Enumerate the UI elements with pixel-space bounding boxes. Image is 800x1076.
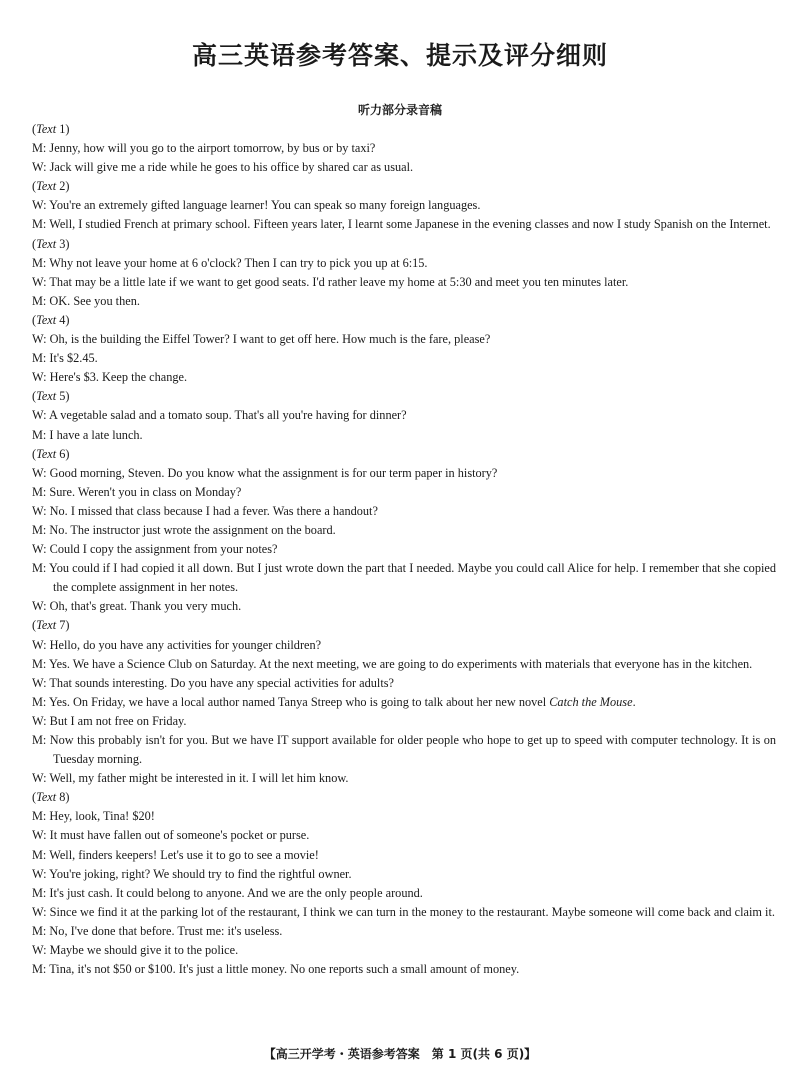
dialogue-line: W: Jack will give me a ride while he goes to his office by shared car as usual. [32, 160, 414, 175]
dialogue-line: W: A vegetable salad and a tomato soup. That's all you're having for dinner? [32, 408, 407, 423]
dialogue-text: . [632, 694, 636, 709]
dialogue-line: W: No. I missed that class because I had a fever. Was there a handout? [32, 503, 378, 518]
dialogue-line: M: Hey, look, Tina! $20! [32, 809, 155, 824]
text-label-number: 7 [59, 618, 66, 633]
page-title: 高三英语参考答案、提示及评分细则 [191, 41, 608, 70]
dialogue-line: M: I have a late lunch. [32, 427, 143, 442]
dialogue-line: W: Oh, is the building the Eiffel Tower? I want to get off here. How much is the fare, please? [32, 332, 491, 347]
dialogue-line: M: Well, finders keepers! Let's use it to go to see a movie! [32, 847, 319, 862]
text-label-word: Text [36, 236, 57, 251]
text-label-number: 8 [59, 790, 66, 805]
text-label: (Text 8) [32, 790, 70, 805]
dialogue-line: W: But I am not free on Friday. [32, 713, 187, 728]
text-label-number: 4 [59, 312, 66, 327]
text-label-word: Text [36, 446, 57, 461]
dialogue-line: M: OK. See you then. [32, 293, 140, 308]
dialogue-line: W: Good morning, Steven. Do you know what the assignment is for our term paper in history? [32, 465, 498, 480]
dialogue-line [32, 693, 776, 712]
dialogue-line: M: No, I've done that before. Trust me: it's useless. [32, 923, 283, 938]
text-label-word: Text [36, 790, 57, 805]
text-label-word: Text [36, 312, 57, 327]
dialogue-line: M: No. The instructor just wrote the assignment on the board. [32, 522, 336, 537]
dialogue-line: M: Jenny, how will you go to the airport tomorrow, by bus or by taxi? [32, 141, 376, 156]
dialogue-line: W: It must have fallen out of someone's pocket or purse. [32, 828, 310, 843]
dialogue-line: M: Sure. Weren't you in class on Monday? [32, 484, 242, 499]
text-label-word: Text [36, 618, 57, 633]
dialogue-line: M: It's $2.45. [32, 351, 98, 366]
text-label-number: 2 [59, 179, 66, 194]
dialogue-line: M: Tina, it's not $50 or $100. It's just a little money. No one reports such a small amount of money. [32, 962, 520, 977]
text-label: (Text 4) [32, 312, 70, 327]
transcript [32, 120, 776, 979]
dialogue-line: M: Yes. We have a Science Club on Saturday. At the next meeting, we are going to do experiments with materials that everyone has in the kitchen. [32, 656, 753, 671]
text-label-word: Text [36, 179, 57, 194]
section-title: 听力部分录音稿 [357, 103, 442, 117]
text-label-word: Text [36, 122, 57, 136]
dialogue-line: M: Well, I studied French at primary school. Fifteen years later, I learnt some Japanese in the evening classes and now I study Spanish on the Internet. [32, 217, 771, 232]
novel-title: Catch the Mouse [549, 694, 633, 709]
dialogue-line: M: It's just cash. It could belong to anyone. And we are the only people around. [32, 885, 423, 900]
text-label-word: Text [36, 389, 57, 404]
text-label: (Text 2) [32, 179, 70, 194]
page-footer: 【高三开学考・英语参考答案 第 1 页(共 6 页)】 [263, 1047, 537, 1061]
dialogue-line: W: That may be a little late if we want to get good seats. I'd rather leave my home at 5:30 and meet you ten minutes later. [32, 274, 629, 289]
dialogue-line: W: Since we find it at the parking lot of the restaurant, I think we can turn in the money to the restaurant. Maybe someone will come back and claim it. [32, 904, 775, 919]
text-label-number: 6 [59, 446, 66, 461]
dialogue-line: M: Now this probably isn't for you. But we have IT support available for older people who hope to get up to speed with computer technology. It is on Tuesday morning. [32, 733, 776, 767]
text-label: (Text 3) [32, 236, 70, 251]
dialogue-line: W: Maybe we should give it to the police. [32, 943, 239, 958]
dialogue-line: W: That sounds interesting. Do you have any special activities for adults? [32, 675, 394, 690]
dialogue-line: W: Oh, that's great. Thank you very much. [32, 599, 242, 614]
text-label-number: 1 [59, 122, 66, 136]
dialogue-text: M: Yes. On Friday, we have a local author named Tanya Streep who is going to talk about her new novel [32, 694, 550, 709]
dialogue-line: W: Here's $3. Keep the change. [32, 370, 188, 385]
text-label-number: 5 [59, 389, 66, 404]
dialogue-line: W: Could I copy the assignment from your notes? [32, 542, 278, 557]
text-label: (Text 5) [32, 389, 70, 404]
text-label-number: 3 [59, 236, 66, 251]
dialogue-line: W: Hello, do you have any activities for younger children? [32, 637, 322, 652]
text-label: (Text 6) [32, 446, 70, 461]
dialogue-line: W: Well, my father might be interested in it. I will let him know. [32, 771, 349, 786]
dialogue-line: M: You could if I had copied it all down. But I just wrote down the part that I needed. Maybe you could call Alice for help. I remember that she copied the complete assignment in her notes. [32, 561, 776, 595]
text-label: (Text 7) [32, 618, 70, 633]
text-label: (Text 1) [32, 122, 70, 136]
dialogue-line: W: You're an extremely gifted language learner! You can speak so many foreign languages. [32, 198, 481, 213]
dialogue-line: M: Why not leave your home at 6 o'clock? Then I can try to pick you up at 6:15. [32, 255, 428, 270]
dialogue-line: W: You're joking, right? We should try to find the rightful owner. [32, 866, 352, 881]
